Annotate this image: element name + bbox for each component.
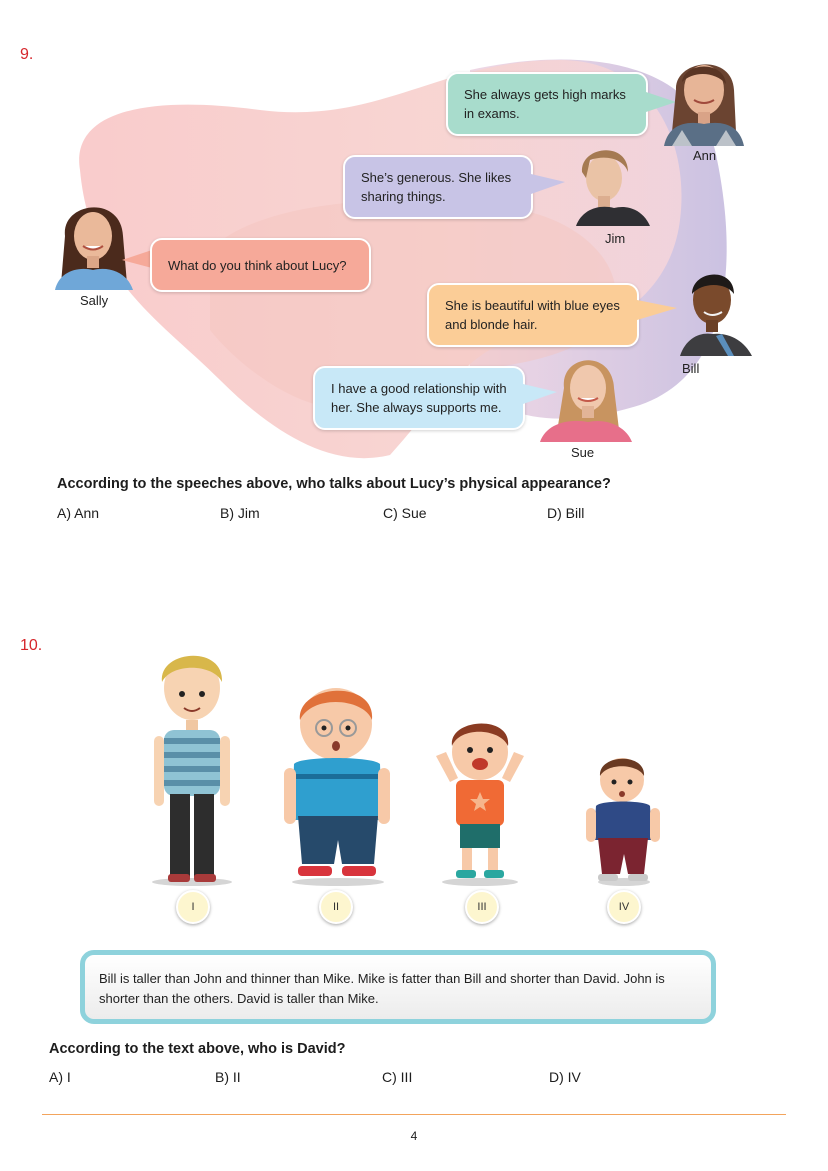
answer-option-a[interactable]: A) Ann xyxy=(57,505,100,521)
figure-label-ii: II xyxy=(319,890,353,924)
question-10-text: According to the text above, who is David? xyxy=(49,1041,346,1057)
speaker-name-ann: Ann xyxy=(693,148,717,163)
speech-text-bill: She is beautiful with blue eyes and blonde hair. xyxy=(445,298,620,332)
answer-option-c[interactable]: C) Sue xyxy=(383,505,427,521)
speech-bubble-bill xyxy=(427,283,639,347)
speech-text-sally: What do you think about Lucy? xyxy=(168,257,347,273)
question-10-number: 10. xyxy=(20,637,43,654)
question-9-text: According to the speeches above, who talks about Lucy’s physical appearance? xyxy=(57,476,611,492)
footer-divider xyxy=(42,1114,786,1115)
speech-text-sue: I have a good relationship with her. She always supports me. xyxy=(331,381,507,415)
speech-text-jim: She’s generous. She likes sharing things. xyxy=(361,170,512,204)
figure-label-iii: III xyxy=(465,890,499,924)
question-9-number: 9. xyxy=(20,46,34,63)
speech-bubble-sue xyxy=(313,366,525,430)
boy-figure-iv-illustration xyxy=(584,754,664,888)
avatar-sally-photo xyxy=(55,196,133,290)
avatar-bill-photo xyxy=(676,260,752,356)
answer-option-d[interactable]: D) IV xyxy=(549,1069,581,1085)
speaker-name-jim: Jim xyxy=(605,231,626,246)
figure-label-i: I xyxy=(176,890,210,924)
avatar-sue-photo xyxy=(540,348,632,442)
boy-figure-i-illustration xyxy=(148,646,238,888)
speech-bubble-sally xyxy=(150,238,371,292)
reading-text: Bill is taller than John and thinner than Mike. Mike is fatter than Bill and shorter than David. John is shorter than the others. David is taller than Mike. xyxy=(99,971,665,1006)
boy-figure-ii-illustration xyxy=(284,680,392,888)
figure-label-iv: IV xyxy=(607,890,641,924)
avatar-jim-photo xyxy=(568,138,650,226)
speech-text-ann: She always gets high marks in exams. xyxy=(464,87,626,121)
answer-option-a[interactable]: A) I xyxy=(49,1069,71,1085)
answer-option-c[interactable]: C) III xyxy=(382,1069,413,1085)
page-number: 4 xyxy=(410,1129,418,1143)
speech-bubble-ann xyxy=(446,72,648,136)
reading-text-box xyxy=(80,950,716,1024)
speaker-name-sally: Sally xyxy=(80,293,109,308)
answer-option-b[interactable]: B) Jim xyxy=(220,505,260,521)
answer-option-b[interactable]: B) II xyxy=(215,1069,241,1085)
answer-option-d[interactable]: D) Bill xyxy=(547,505,585,521)
boy-figure-iii-illustration xyxy=(430,716,530,888)
speaker-name-bill: Bill xyxy=(682,361,700,376)
speech-bubble-jim xyxy=(343,155,533,219)
speaker-name-sue: Sue xyxy=(571,445,595,460)
avatar-ann-photo xyxy=(664,52,744,146)
